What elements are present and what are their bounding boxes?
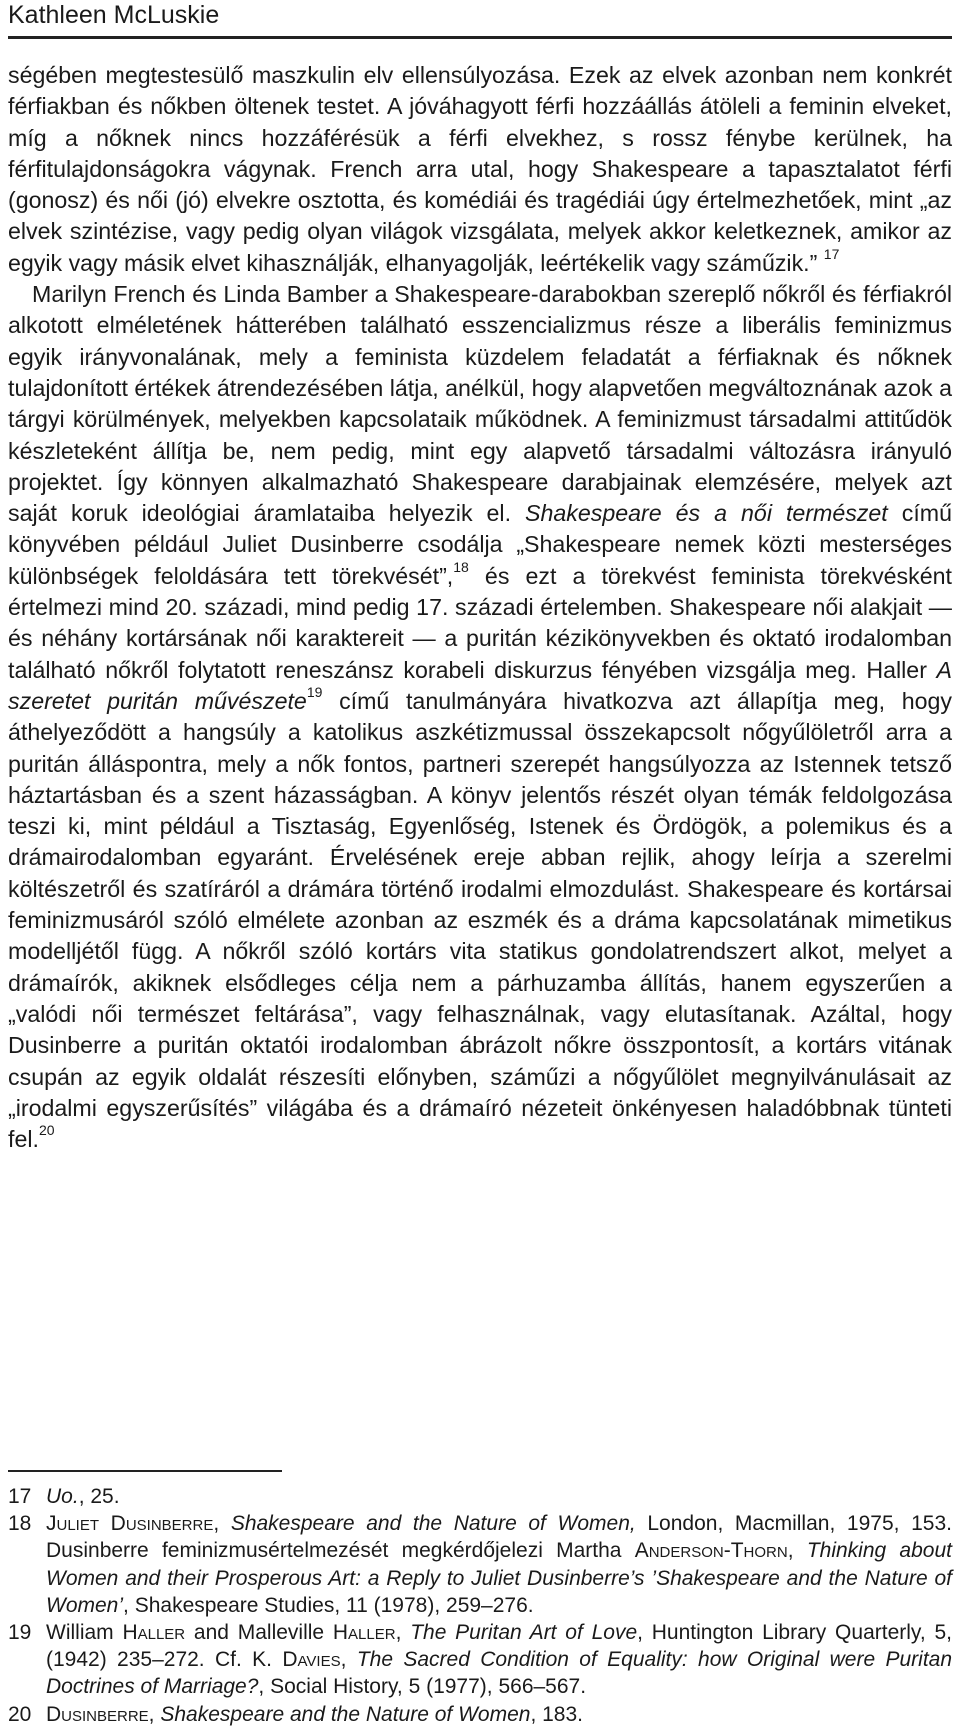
footnote-number: 19	[8, 1621, 32, 1645]
footnote-rule	[8, 1470, 282, 1472]
footnotes	[8, 1483, 952, 1728]
footnote-author: Haller	[122, 1621, 186, 1645]
footnote-title: Thinking about Women and their Prosperous Art: a Reply to Juliet Dusinberre’s ’Shakespeare and the Nature of Women’	[46, 1539, 952, 1617]
footnote-author: Davies,	[282, 1648, 347, 1672]
book-title-shakespeare-es-a-noi-termeszet: Shakespeare és a női természet	[525, 500, 888, 527]
footnote-text: , Shakespeare Studies, 11 (1978), 259–276.	[123, 1593, 534, 1617]
footnote-number: 17	[8, 1485, 32, 1508]
footnote-18	[8, 1510, 952, 1619]
paragraph-1-text: ségében megtestesülő maszkulin elv ellensúlyozása. Ezek az elvek azonban nem konkrét férfiakban és nőkben öltenek testet. A jóváhagyott férfi hozzáállás átöleli a feminin elveket, míg a nőknek nincs hozzáférésük a férfi elvekhez, s rossz fénybe kerülnek, ha férfitulajdonságokra vágynak. French arra utal, hogy Shakespeare a tapasztalatot férfi (gonosz) és női (jó) elvekre osztotta, és komédiái és tragédiái úgy értelmezhetőek, mint „az elvek szintézise, vagy pedig olyan világok vizsgálata, melyek akkor keletkeznek, amikor az egyik vagy másik elvet kihasználják, elhanyagolják, leértékelik vagy száműzik.”	[8, 62, 952, 276]
footnote-title: Shakespeare and the Nature of Women,	[230, 1512, 636, 1536]
footnote-ref-18[interactable]: 18	[453, 559, 469, 576]
footnote-text: and Malleville	[193, 1621, 325, 1645]
footnote-title: Shakespeare and the Nature of Women	[160, 1702, 531, 1726]
footnote-text: , Huntington Library Quarterly, 5, (1942) 235–272. Cf. K.	[46, 1621, 952, 1672]
footnote-number: 18	[8, 1512, 32, 1536]
footnote-text: , 25.	[78, 1485, 120, 1508]
paragraph-2-text-c: és ezt a törekvést feminista törekvésként értelmezi mind 20. századi, mind pedig 17. századi értelemben. Shakespeare női alakjait — és néhány kortársának női karaktereit — a puritán kézikönyvekben és oktató irodalomban található nőkről folytatott reneszánsz korabeli diskurzus fényében vizsgálja meg. Haller	[8, 562, 952, 683]
footnote-author: Dusinberre,	[46, 1702, 155, 1726]
footnote-20	[8, 1701, 952, 1728]
book-title-a-szeretet-puritan-muveszete: A szeretet puritán művészete	[8, 656, 952, 714]
footnote-title: The Sacred Condition of Equality: how Original were Puritan Doctrines of Marriage?	[46, 1648, 953, 1699]
footnote-ref-17[interactable]: 17	[823, 246, 840, 263]
footnote-text: Uo.	[46, 1485, 79, 1508]
footnote-ref-19[interactable]: 19	[306, 684, 323, 701]
running-head	[8, 0, 952, 30]
paragraph-2-text-d: című tanulmányára hivatkozva azt állapítja meg, hogy áthelyeződött a hangsúly a katolikus aszkétizmussal összekapcsolt nőgyűlöletről arra a puritán álláspontra, mely a nők fontos, partneri szerepét hangsúlyozza az Istennek tetsző háztartásban és a szent házasságban. A könyv jelentős részét olyan témák feldolgozása teszi ki, mint például a Tisztaság, Egyenlőség, Istenek és Ördögök, a polemikus és a drámairodalomban egyaránt. Érvelésének ereje abban rejlik, ahogy leírja a szerelmi költészetről és szatíráról a drámára történő irodalmi elmozdulást. Shakespeare és kortársai feminizmusáról szóló elmélete azonban az eszmék és a dráma kapcsolatának mimetikus modelljétől függ. A nőkről szóló kortárs vita statikus gondolatrendszert alkot, melyet a drámaírók, akiknek elsődleges célja nem a párhuzamba állítás, hanem egyszerűen a „valódi női természet feltárása”, vagy felhasználnak, vagy elutasítanak. Azáltal, hogy Dusinberre a puritán oktatói irodalomban ábrázolt nőkre összpontosít, a kortárs vitának csupán az egyik oldalát részesíti előnyben, száműzi a nőgyűlölet megnyilvánulásait az „irodalmi egyszerűsítés” világába és a drámaíró nézeteit önkényesen haladóbbnak tünteti fel.	[8, 687, 953, 1153]
footnote-17	[8, 1483, 952, 1510]
paragraph-1	[8, 60, 952, 279]
footnote-author: Haller,	[332, 1621, 402, 1645]
footnote-text: London, Macmillan, 1975, 153. Dusinberre feminizmusértelmezését megkérdőjelezi Martha	[46, 1512, 952, 1563]
footnote-author: Juliet Dusinberre,	[46, 1512, 220, 1536]
header-rule	[8, 36, 952, 39]
footnote-text: William	[46, 1621, 114, 1645]
footnote-number: 20	[8, 1702, 32, 1726]
paragraph-2-text-b: című könyvében például Juliet Dusinberre csodálja „Shakespeare nemek közti mesterséges különbségek feloldására tett törekvését”,	[8, 500, 953, 589]
footnote-19	[8, 1619, 952, 1701]
footnote-author: Anderson-Thorn,	[634, 1539, 794, 1563]
footnote-text: , 183.	[530, 1702, 583, 1726]
body-text	[8, 60, 952, 1155]
paragraph-2-text-a: Marilyn French és Linda Bamber a Shakespeare-darabokban szereplő nőkről és férfiakról alkotott elméletének hátterében található esszencializmus része a liberális feminizmus egyik irányvonalának, mely a feminista küzdelem feladatát a férfiaknak és nőknek tulajdonított értékek átrendezésében látja, anélkül, hogy alapvetően megváltoznának azok a tárgyi körülmények, melyekben kapcsolataik működnek. A feminizmust társadalmi attitűdök készleteként állítja be, nem pedig, mint egy alapvető társadalmi változásra irányuló projektet. Így könnyen alkalmazható Shakespeare darabjainak elemzésére, melyek azt saját koruk ideológiai áramlataiba helyezik el.	[8, 281, 952, 527]
running-head-title: Kathleen McLuskie	[8, 1, 220, 29]
footnote-title: The Puritan Art of Love	[410, 1621, 638, 1645]
footnote-text: , Social History, 5 (1977), 566–567.	[258, 1675, 587, 1699]
paragraph-2	[8, 279, 952, 1155]
footnote-ref-20[interactable]: 20	[38, 1122, 55, 1139]
